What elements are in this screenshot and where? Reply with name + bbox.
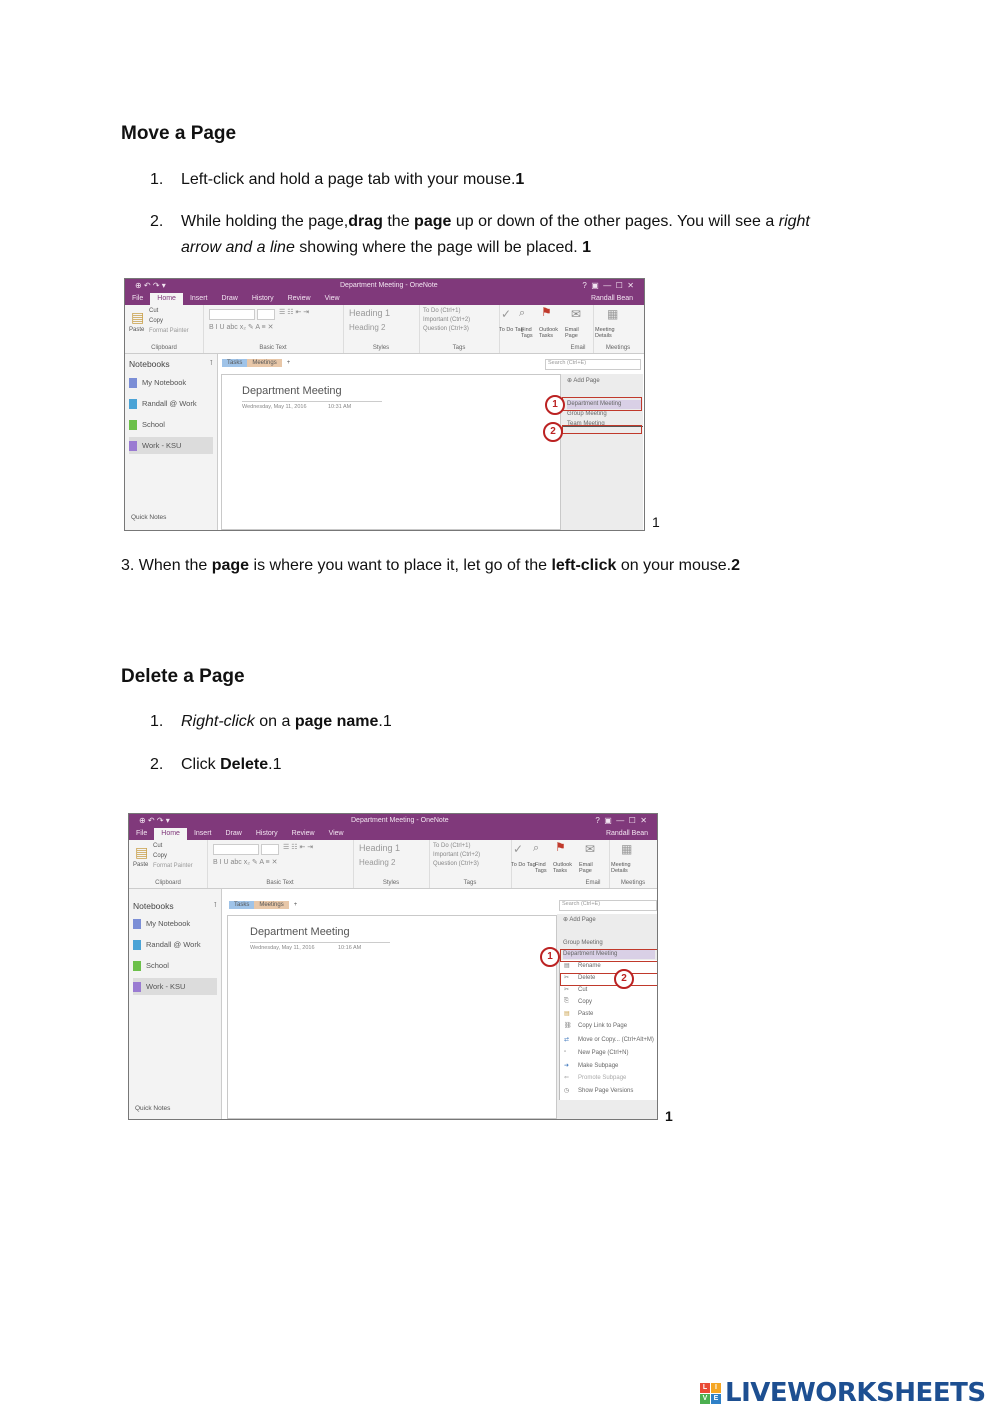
page-item[interactable]: Group Meeting xyxy=(567,411,607,417)
meetings-group xyxy=(593,305,643,353)
window-title: Department Meeting - OneNote xyxy=(351,817,449,824)
move-step-1 xyxy=(0,167,1000,193)
group-label: Meetings xyxy=(620,880,646,886)
format-icons[interactable]: B I U abc x₂ ✎ A ≡ ✕ xyxy=(213,859,278,866)
format-painter-button[interactable]: Format Painter xyxy=(149,328,189,334)
quick-notes[interactable]: Quick Notes xyxy=(135,1105,171,1112)
menu-item-rename[interactable]: Rename xyxy=(578,963,601,969)
meetings-group xyxy=(609,840,657,888)
email-icon[interactable]: ✉ xyxy=(585,842,596,856)
move-step-2 xyxy=(0,209,1000,261)
menu-item-show-versions[interactable]: Show Page Versions xyxy=(578,1088,634,1094)
section-tabs xyxy=(229,901,302,913)
notebook-item[interactable] xyxy=(129,437,213,454)
title-underline xyxy=(250,942,390,943)
notebook-item[interactable] xyxy=(129,416,213,433)
email-icon[interactable]: ✉ xyxy=(571,307,582,321)
basic-text-group xyxy=(207,840,354,888)
step-bold-drag: drag xyxy=(348,213,383,230)
page-date: Wednesday, May 11, 2016 xyxy=(242,404,307,410)
step-text: up or down of the other pages. You will see a xyxy=(451,213,779,230)
notebook-pane xyxy=(125,354,218,530)
window-controls-icon: ? ▣ — ☐ ✕ xyxy=(595,816,647,825)
tab-view[interactable]: View xyxy=(328,830,344,837)
indent-icon: ➜ xyxy=(564,1063,570,1069)
user-name: Randall Bean xyxy=(605,830,648,837)
step-text: the xyxy=(382,213,415,230)
notebook-icon xyxy=(133,919,141,929)
to-do-tag-button[interactable]: To Do Tag xyxy=(511,862,536,868)
title-bar xyxy=(129,814,657,828)
highlight-box xyxy=(560,973,658,986)
highlight-box xyxy=(562,397,642,411)
notebook-icon xyxy=(129,399,137,409)
font-size-box[interactable] xyxy=(261,844,279,855)
group-label: Email xyxy=(585,880,601,886)
figure-ref: 1 xyxy=(665,1108,673,1124)
group-label: Meetings xyxy=(605,345,631,351)
quick-access-icons: ⊕ ↶ ↷ ▾ xyxy=(139,816,170,825)
step-italic-right-click: Right-click xyxy=(181,713,255,730)
ribbon xyxy=(129,840,657,889)
step-number: 1. xyxy=(150,171,164,188)
delete-icon: ✂ xyxy=(564,975,570,981)
delete-step-1 xyxy=(0,709,1000,735)
rename-icon: ▤ xyxy=(564,963,570,969)
notebooks-label: Notebooks xyxy=(133,901,174,911)
page-time: 10:16 AM xyxy=(338,945,362,951)
page-date: Wednesday, May 11, 2016 xyxy=(250,945,315,951)
section-tab-meetings[interactable]: Meetings xyxy=(254,901,288,909)
styles-group xyxy=(343,305,420,353)
list-icons[interactable]: ☰ ☷ ⇤ ⇥ xyxy=(279,309,310,316)
cut-button[interactable]: Cut xyxy=(153,843,163,849)
step-text: showing where the page will be placed. xyxy=(294,239,583,256)
tags-group xyxy=(419,305,500,353)
quick-access-icons: ⊕ ↶ ↷ ▾ xyxy=(135,281,166,290)
notebook-label: Randall @ Work xyxy=(146,940,201,949)
tab-history[interactable]: History xyxy=(251,295,274,302)
tag-todo[interactable]: To Do (Ctrl+1) xyxy=(433,843,471,849)
tag-important[interactable]: Important (Ctrl+2) xyxy=(433,852,481,858)
step-text: .1 xyxy=(378,713,392,730)
checkmark-icon[interactable]: ✓ xyxy=(501,307,512,321)
notebook-item[interactable] xyxy=(133,957,217,974)
page-canvas[interactable] xyxy=(221,374,561,530)
step-number: 1. xyxy=(150,713,164,730)
notebook-item[interactable] xyxy=(133,978,217,995)
paste-icon[interactable]: ▤ xyxy=(135,844,149,860)
new-page-icon: ▫ xyxy=(564,1049,567,1055)
ribbon-tabs xyxy=(129,828,657,840)
highlight-box xyxy=(562,425,642,434)
email-page-button[interactable]: Email Page xyxy=(579,862,593,874)
to-do-tag-button[interactable]: To Do Tag xyxy=(499,327,524,333)
page-item[interactable]: Team Meeting xyxy=(567,421,605,427)
figure-ref: 1 xyxy=(652,514,660,530)
notebook-label: My Notebook xyxy=(142,378,187,387)
plus-circle-icon: ⊕ xyxy=(567,378,573,384)
page-canvas[interactable] xyxy=(227,915,557,1119)
menu-item-new-page[interactable]: New Page (Ctrl+N) xyxy=(578,1050,629,1056)
callout-1: 1 xyxy=(545,395,565,415)
email-group xyxy=(577,840,610,888)
style-heading-1[interactable]: Heading 1 xyxy=(359,843,401,853)
pin-icon[interactable]: ⊺ xyxy=(209,360,213,367)
step-bold-page: page xyxy=(414,213,452,230)
notebook-label: Work - KSU xyxy=(142,441,182,450)
cut-button[interactable]: Cut xyxy=(149,308,159,314)
notebook-icon xyxy=(133,982,141,992)
page-item[interactable]: Group Meeting xyxy=(563,940,603,946)
pin-icon[interactable]: ⊺ xyxy=(213,902,217,909)
add-page-button[interactable] xyxy=(567,377,600,384)
checkmark-icon[interactable]: ✓ xyxy=(513,842,524,856)
menu-item-promote-subpage[interactable]: Promote Subpage xyxy=(578,1075,627,1081)
tab-file[interactable]: File xyxy=(136,830,148,837)
email-group xyxy=(563,305,594,353)
step-bold-page-name: page name xyxy=(294,713,379,730)
find-tags-button[interactable]: Find Tags xyxy=(535,862,547,874)
step-text: on your mouse. xyxy=(616,557,732,574)
tab-view[interactable]: View xyxy=(324,295,340,302)
find-tags-icon[interactable]: ⌕ xyxy=(533,842,540,854)
section-tab-tasks[interactable]: Tasks xyxy=(229,901,254,909)
tab-review[interactable]: Review xyxy=(287,295,311,302)
notebook-icon xyxy=(133,940,141,950)
logo-mark-icon: L I V E xyxy=(700,1383,721,1404)
notebook-label: School xyxy=(142,420,165,429)
search-input[interactable]: Search (Ctrl+E) xyxy=(559,900,657,911)
add-section-tab[interactable]: + xyxy=(286,360,291,366)
add-section-tab[interactable]: + xyxy=(293,902,298,908)
find-tags-button[interactable]: Find Tags xyxy=(521,327,533,339)
step-text: While holding the page, xyxy=(181,213,349,230)
logo-wordmark: LIVEWORKSHEETS xyxy=(725,1378,986,1408)
calendar-icon[interactable]: ▦ xyxy=(607,307,619,321)
notebook-icon xyxy=(129,420,137,430)
step-text: 3. When the xyxy=(121,557,212,574)
step-bold-page: page xyxy=(211,557,250,574)
window-title: Department Meeting - OneNote xyxy=(340,282,438,289)
tab-home[interactable]: Home xyxy=(150,293,183,305)
step-text: Click xyxy=(181,756,221,773)
tag-important[interactable]: Important (Ctrl+2) xyxy=(423,317,471,323)
delete-step-2 xyxy=(0,752,1000,778)
flag-icon[interactable]: ⚑ xyxy=(555,840,566,854)
group-label: Clipboard xyxy=(151,345,177,351)
window-controls-icon: ? ▣ — ☐ ✕ xyxy=(582,281,634,290)
group-label: Clipboard xyxy=(155,880,181,886)
paste-button[interactable]: Paste xyxy=(133,862,149,868)
section-tab-tasks[interactable]: Tasks xyxy=(222,359,247,367)
font-size-box[interactable] xyxy=(257,309,275,320)
user-name: Randall Bean xyxy=(590,295,633,302)
copy-button[interactable]: Copy xyxy=(149,318,164,324)
tab-file[interactable]: File xyxy=(132,295,144,302)
tab-insert[interactable]: Insert xyxy=(193,830,212,837)
section-heading-move: Move a Page xyxy=(121,123,237,144)
search-input[interactable]: Search (Ctrl+E) xyxy=(545,359,641,370)
menu-item-delete[interactable]: Delete xyxy=(578,975,596,981)
menu-item-copy-link[interactable]: Copy Link to Page xyxy=(578,1023,628,1029)
step-ref: 2 xyxy=(731,557,741,574)
title-underline xyxy=(242,401,382,402)
step-bold-delete: Delete xyxy=(220,756,269,773)
format-icons[interactable]: B I U abc x₂ ✎ A ≡ ✕ xyxy=(209,324,274,331)
notebook-label: Work - KSU xyxy=(146,982,186,991)
notebooks-label: Notebooks xyxy=(129,359,170,369)
page-item[interactable]: Department Meeting xyxy=(563,950,655,959)
notebook-pane xyxy=(129,889,222,1119)
menu-item-paste[interactable]: Paste xyxy=(578,1011,594,1017)
notebook-icon xyxy=(133,961,141,971)
group-label: Email xyxy=(570,345,586,351)
tag-question[interactable]: Question (Ctrl+3) xyxy=(423,326,469,332)
group-label: Basic Text xyxy=(259,345,287,351)
title-bar xyxy=(125,279,644,293)
tag-todo[interactable]: To Do (Ctrl+1) xyxy=(423,308,461,314)
cut-icon: ✂ xyxy=(564,987,570,993)
add-page-button[interactable] xyxy=(563,916,596,923)
find-tags-icon[interactable]: ⌕ xyxy=(519,307,526,319)
tab-review[interactable]: Review xyxy=(291,830,315,837)
group-label: Styles xyxy=(372,345,390,351)
link-icon: ⛓ xyxy=(564,1023,572,1029)
highlight-box xyxy=(560,949,658,962)
page-time: 10:31 AM xyxy=(328,404,352,410)
font-name-box[interactable] xyxy=(213,844,259,855)
flag-icon[interactable]: ⚑ xyxy=(541,305,552,319)
step-ref: 1 xyxy=(515,171,525,188)
tag-buttons-group xyxy=(499,305,563,353)
step-number: 2. xyxy=(150,756,164,773)
style-heading-2[interactable]: Heading 2 xyxy=(349,323,386,332)
step-text: is where you want to place it, let go of the xyxy=(249,557,552,574)
group-label: Styles xyxy=(382,880,400,886)
list-icons[interactable]: ☰ ☷ ⇤ ⇥ xyxy=(283,844,314,851)
step-italic-arrow: arrow and a line xyxy=(181,239,295,256)
basic-text-group xyxy=(203,305,344,353)
clipboard-group xyxy=(125,305,204,353)
onenote-screenshot-move xyxy=(124,278,645,531)
email-page-button[interactable]: Email Page xyxy=(565,327,579,339)
page-item[interactable]: Department Meeting xyxy=(567,400,641,409)
meeting-details-button[interactable]: Meeting Details xyxy=(595,327,615,339)
tab-home[interactable]: Home xyxy=(154,828,187,840)
tab-history[interactable]: History xyxy=(255,830,278,837)
menu-item-move-copy[interactable]: Move or Copy... (Ctrl+Alt+M) xyxy=(578,1037,654,1043)
notebook-icon xyxy=(129,441,137,451)
callout-2: 2 xyxy=(614,969,634,989)
tab-draw[interactable]: Draw xyxy=(221,295,238,302)
step-ref: 1 xyxy=(582,239,592,256)
page-title[interactable]: Department Meeting xyxy=(242,385,342,397)
outlook-tasks-button[interactable]: Outlook Tasks xyxy=(553,862,572,874)
style-heading-1[interactable]: Heading 1 xyxy=(349,308,391,318)
quick-notes[interactable]: Quick Notes xyxy=(131,514,167,521)
step-number: 2. xyxy=(150,213,164,230)
notebook-label: School xyxy=(146,961,169,970)
notebook-label: My Notebook xyxy=(146,919,191,928)
callout-1: 1 xyxy=(540,947,560,967)
format-painter-button[interactable]: Format Painter xyxy=(153,863,193,869)
move-step-3 xyxy=(121,553,921,579)
plus-circle-icon: ⊕ xyxy=(563,917,569,923)
tag-buttons-group xyxy=(511,840,577,888)
meeting-details-button[interactable]: Meeting Details xyxy=(611,862,631,874)
page-title[interactable]: Department Meeting xyxy=(250,926,350,938)
copy-button[interactable]: Copy xyxy=(153,853,168,859)
styles-group xyxy=(353,840,430,888)
group-label: Tags xyxy=(452,345,466,351)
outdent-icon: ⇐ xyxy=(564,1075,570,1081)
step-text: on a xyxy=(254,713,295,730)
notebook-item[interactable] xyxy=(133,936,217,953)
style-heading-2[interactable]: Heading 2 xyxy=(359,858,396,867)
notebook-label: Randall @ Work xyxy=(142,399,197,408)
step-text: .1 xyxy=(268,756,282,773)
clipboard-group xyxy=(129,840,208,888)
notebook-item[interactable] xyxy=(129,395,213,412)
menu-item-make-subpage[interactable]: Make Subpage xyxy=(578,1063,619,1069)
paste-icon[interactable]: ▤ xyxy=(131,309,145,325)
outlook-tasks-button[interactable]: Outlook Tasks xyxy=(539,327,558,339)
liveworksheets-logo xyxy=(700,1378,986,1408)
onenote-screenshot-delete xyxy=(128,813,658,1120)
add-page-label: Add Page xyxy=(573,378,600,384)
versions-icon: ◷ xyxy=(564,1088,570,1094)
tags-group xyxy=(429,840,512,888)
step-text: Left-click and hold a page tab with your mouse. xyxy=(181,171,516,188)
callout-2: 2 xyxy=(543,422,563,442)
tag-question[interactable]: Question (Ctrl+3) xyxy=(433,861,479,867)
section-tabs xyxy=(222,359,295,371)
font-name-box[interactable] xyxy=(209,309,255,320)
notebook-item[interactable] xyxy=(133,915,217,932)
copy-icon: ⎘ xyxy=(564,998,569,1004)
notebook-item[interactable] xyxy=(129,374,213,391)
section-heading-delete: Delete a Page xyxy=(121,666,245,687)
step-italic-right: right xyxy=(778,213,810,230)
paste-icon: ▤ xyxy=(564,1011,570,1017)
calendar-icon[interactable]: ▦ xyxy=(621,842,633,856)
tab-draw[interactable]: Draw xyxy=(225,830,242,837)
tab-insert[interactable]: Insert xyxy=(189,295,208,302)
group-label: Basic Text xyxy=(266,880,294,886)
paste-button[interactable]: Paste xyxy=(129,327,145,333)
menu-item-copy[interactable]: Copy xyxy=(578,999,593,1005)
ribbon-tabs xyxy=(125,293,644,305)
add-page-label: Add Page xyxy=(569,917,596,923)
notebook-icon xyxy=(129,378,137,388)
ribbon xyxy=(125,305,644,354)
section-tab-meetings[interactable]: Meetings xyxy=(247,359,281,367)
step-bold-left-click: left-click xyxy=(551,557,617,574)
move-icon: ⇄ xyxy=(564,1037,570,1043)
group-label: Tags xyxy=(463,880,477,886)
menu-item-cut[interactable]: Cut xyxy=(578,987,588,993)
